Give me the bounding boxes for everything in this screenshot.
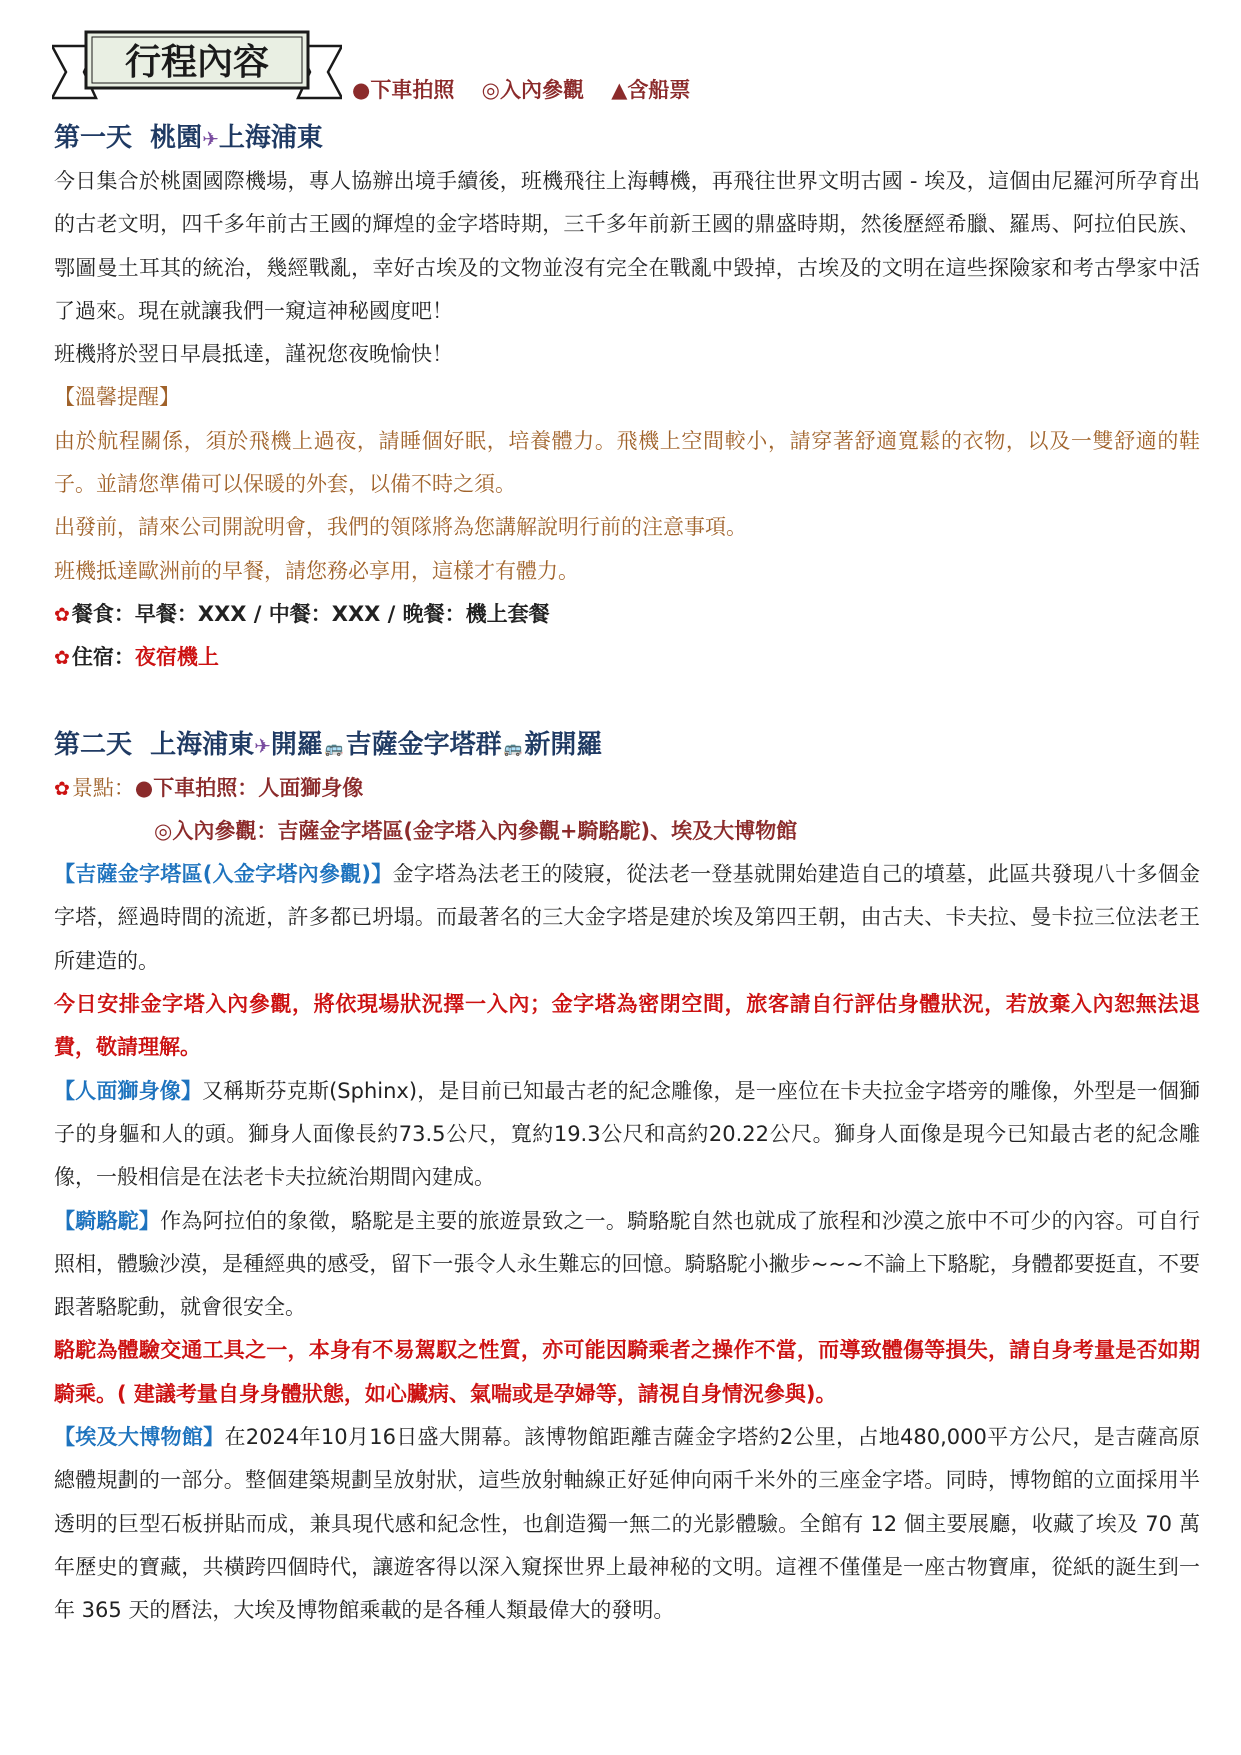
bus-icon: 🚌 bbox=[324, 738, 344, 757]
museum-tag: 【埃及大博物館】 bbox=[54, 1425, 225, 1450]
day2-sights-visit: ◎入內參觀：吉薩金字塔區(金字塔入內參觀+騎駱駝)、埃及大博物館 bbox=[154, 818, 798, 843]
day1-hotel-label: 住宿： bbox=[71, 645, 135, 670]
flower-icon: ✿ bbox=[54, 777, 70, 800]
day1-hotel bbox=[54, 636, 1200, 679]
day2-sights bbox=[54, 767, 1200, 810]
day1-meals-text: 餐食：早餐：XXX / 中餐：XXX / 晚餐：機上套餐 bbox=[71, 601, 550, 626]
itinerary-banner bbox=[52, 30, 342, 102]
day1-heading bbox=[54, 116, 1200, 160]
pyramid-text: 金字塔為法老王的陵寢，從法老一登基就開始建造自己的墳墓，此區共發現八十多個金字塔，經過時間的流逝，許多都已坍塌。而最著名的三大金字塔是建於埃及第四王朝，由古夫、卡夫拉、曼卡拉三位法老王所建造的。 bbox=[54, 862, 1200, 973]
plane-icon: ✈ bbox=[254, 733, 271, 758]
day1-from: 桃園 bbox=[150, 123, 203, 153]
reminder-3: 班機抵達歐洲前的早餐，請您務必享用，這樣才有體力。 bbox=[54, 558, 579, 583]
sphinx-text: 又稱斯芬克斯(Sphinx)，是目前已知最古老的紀念雕像，是一座位在卡夫拉金字塔旁的雕像，外型是一個獅子的身軀和人的頭。獅身人面像長約73.5公尺，寬約19.3公尺和高約20.22公尺。獅身人面像是現今已知最古老的紀念雕像，一般相信是在法老卡夫拉統治期間內建成。 bbox=[54, 1078, 1200, 1190]
legend-photo: ●下車拍照 bbox=[352, 78, 455, 102]
banner-title: 行程內容 bbox=[124, 42, 270, 83]
day1-hotel-value: 夜宿機上 bbox=[134, 645, 219, 670]
reminder-title: 【溫馨提醒】 bbox=[54, 385, 180, 410]
day2-stop-3: 吉薩金字塔群 bbox=[345, 729, 502, 760]
legend bbox=[352, 74, 710, 104]
legend-boat: ▲含船票 bbox=[611, 78, 691, 102]
pyramid-warning: 今日安排金字塔入內參觀，將依現場狀況擇一入內；金字塔為密閉空間，旅客請自行評估身體狀況，若放棄入內恕無法退費，敬請理解。 bbox=[54, 992, 1200, 1060]
day2-stop-1: 上海浦東 bbox=[150, 729, 255, 760]
museum-section bbox=[54, 1416, 1200, 1632]
day1-intro: 今日集合於桃園國際機場，專人協辦出境手續後，班機飛往上海轉機，再飛往世界文明古國 - 埃及，這個由尼羅河所孕育出的古老文明，四千多年前古王國的輝煌的金字塔時期，三千多年前新王國的鼎盛時期，然後歷經希臘、羅馬、阿拉伯民族、鄂圖曼土耳其的統治，幾經戰亂，幸好古埃及的文物並沒有完全在戰亂中毀掉，古埃及的文明在這些探險家和考古學家中活了過來。現在就讓我們一窺這神秘國度吧！ bbox=[54, 169, 1200, 323]
sphinx-tag: 【人面獅身像】 bbox=[54, 1078, 203, 1103]
reminder-1: 由於航程關係，須於飛機上過夜，請睡個好眠，培養體力。飛機上空間較小，請穿著舒適寬鬆的衣物，以及一雙舒適的鞋子。並請您準備可以保暖的外套，以備不時之須。 bbox=[54, 428, 1200, 497]
day-spacer bbox=[54, 680, 1200, 723]
day1-label: 第一天 bbox=[54, 123, 133, 153]
flower-icon: ✿ bbox=[54, 603, 70, 626]
day1-to: 上海浦東 bbox=[218, 123, 323, 153]
camel-warning: 駱駝為體驗交通工具之一，本身有不易駕馭之性質，亦可能因騎乘者之操作不當，而導致體傷等損失，請自身考量是否如期騎乘。( 建議考量自身身體狀態，如心臟病、氣喘或是孕婦等，請視自身情況參與)。 bbox=[54, 1338, 1200, 1406]
day2-sights-photo: ●下車拍照：人面獅身像 bbox=[134, 775, 364, 800]
camel-section bbox=[54, 1200, 1200, 1330]
pyramid-section bbox=[54, 853, 1200, 983]
camel-text: 作為阿拉伯的象徵，駱駝是主要的旅遊景致之一。騎駱駝自然也就成了旅程和沙漠之旅中不可少的內容。可自行照相，體驗沙漠，是種經典的感受，留下一張令人永生難忘的回憶。騎駱駝小撇步~~~不論上下駱駝，身體都要挺直，不要跟著駱駝動，就會很安全。 bbox=[54, 1208, 1201, 1320]
camel-tag: 【騎駱駝】 bbox=[54, 1208, 161, 1233]
itinerary-content bbox=[54, 116, 1200, 1633]
day2-stop-4: 新開羅 bbox=[524, 729, 603, 760]
sphinx-section bbox=[54, 1070, 1200, 1200]
pyramid-tag: 【吉薩金字塔區(入金字塔內參觀)】 bbox=[54, 862, 393, 887]
day1-arrival: 班機將於翌日早晨抵達，謹祝您夜晚愉快！ bbox=[54, 342, 453, 367]
legend-visit: ◎入內參觀 bbox=[481, 78, 584, 102]
day2-stop-2: 開羅 bbox=[270, 729, 323, 760]
day2-heading bbox=[54, 723, 1200, 767]
day1-meals bbox=[54, 593, 1200, 636]
day2-label: 第二天 bbox=[54, 729, 133, 760]
day2-sights-label: 景點： bbox=[71, 775, 135, 800]
bus-icon: 🚌 bbox=[503, 738, 523, 757]
flower-icon: ✿ bbox=[54, 647, 70, 670]
museum-text: 在2024年10月16日盛大開幕。該博物館距離吉薩金字塔約2公里，占地480,000平方公尺，是吉薩高原總體規劃的一部分。整個建築規劃呈放射狀，這些放射軸線正好延伸向兩千米外的三座金字塔。同時，博物館的立面採用半透明的巨型石板拼貼而成，兼具現代感和紀念性，也創造獨一無二的光影體驗。全館有 12 個主要展廳，收藏了埃及 70 萬年歷史的寶藏，共橫跨四個時代，讓遊客得以深入窺探世界上最神秘的文明。這裡不僅僅是一座古物寶庫，從紙的誕生到一年 365 天的曆法，大埃及博物館乘載的是各種人類最偉大的發明。 bbox=[54, 1425, 1200, 1623]
reminder-2: 出發前，請來公司開說明會，我們的領隊將為您講解說明行前的注意事項。 bbox=[54, 515, 747, 540]
plane-icon: ✈ bbox=[202, 127, 219, 151]
